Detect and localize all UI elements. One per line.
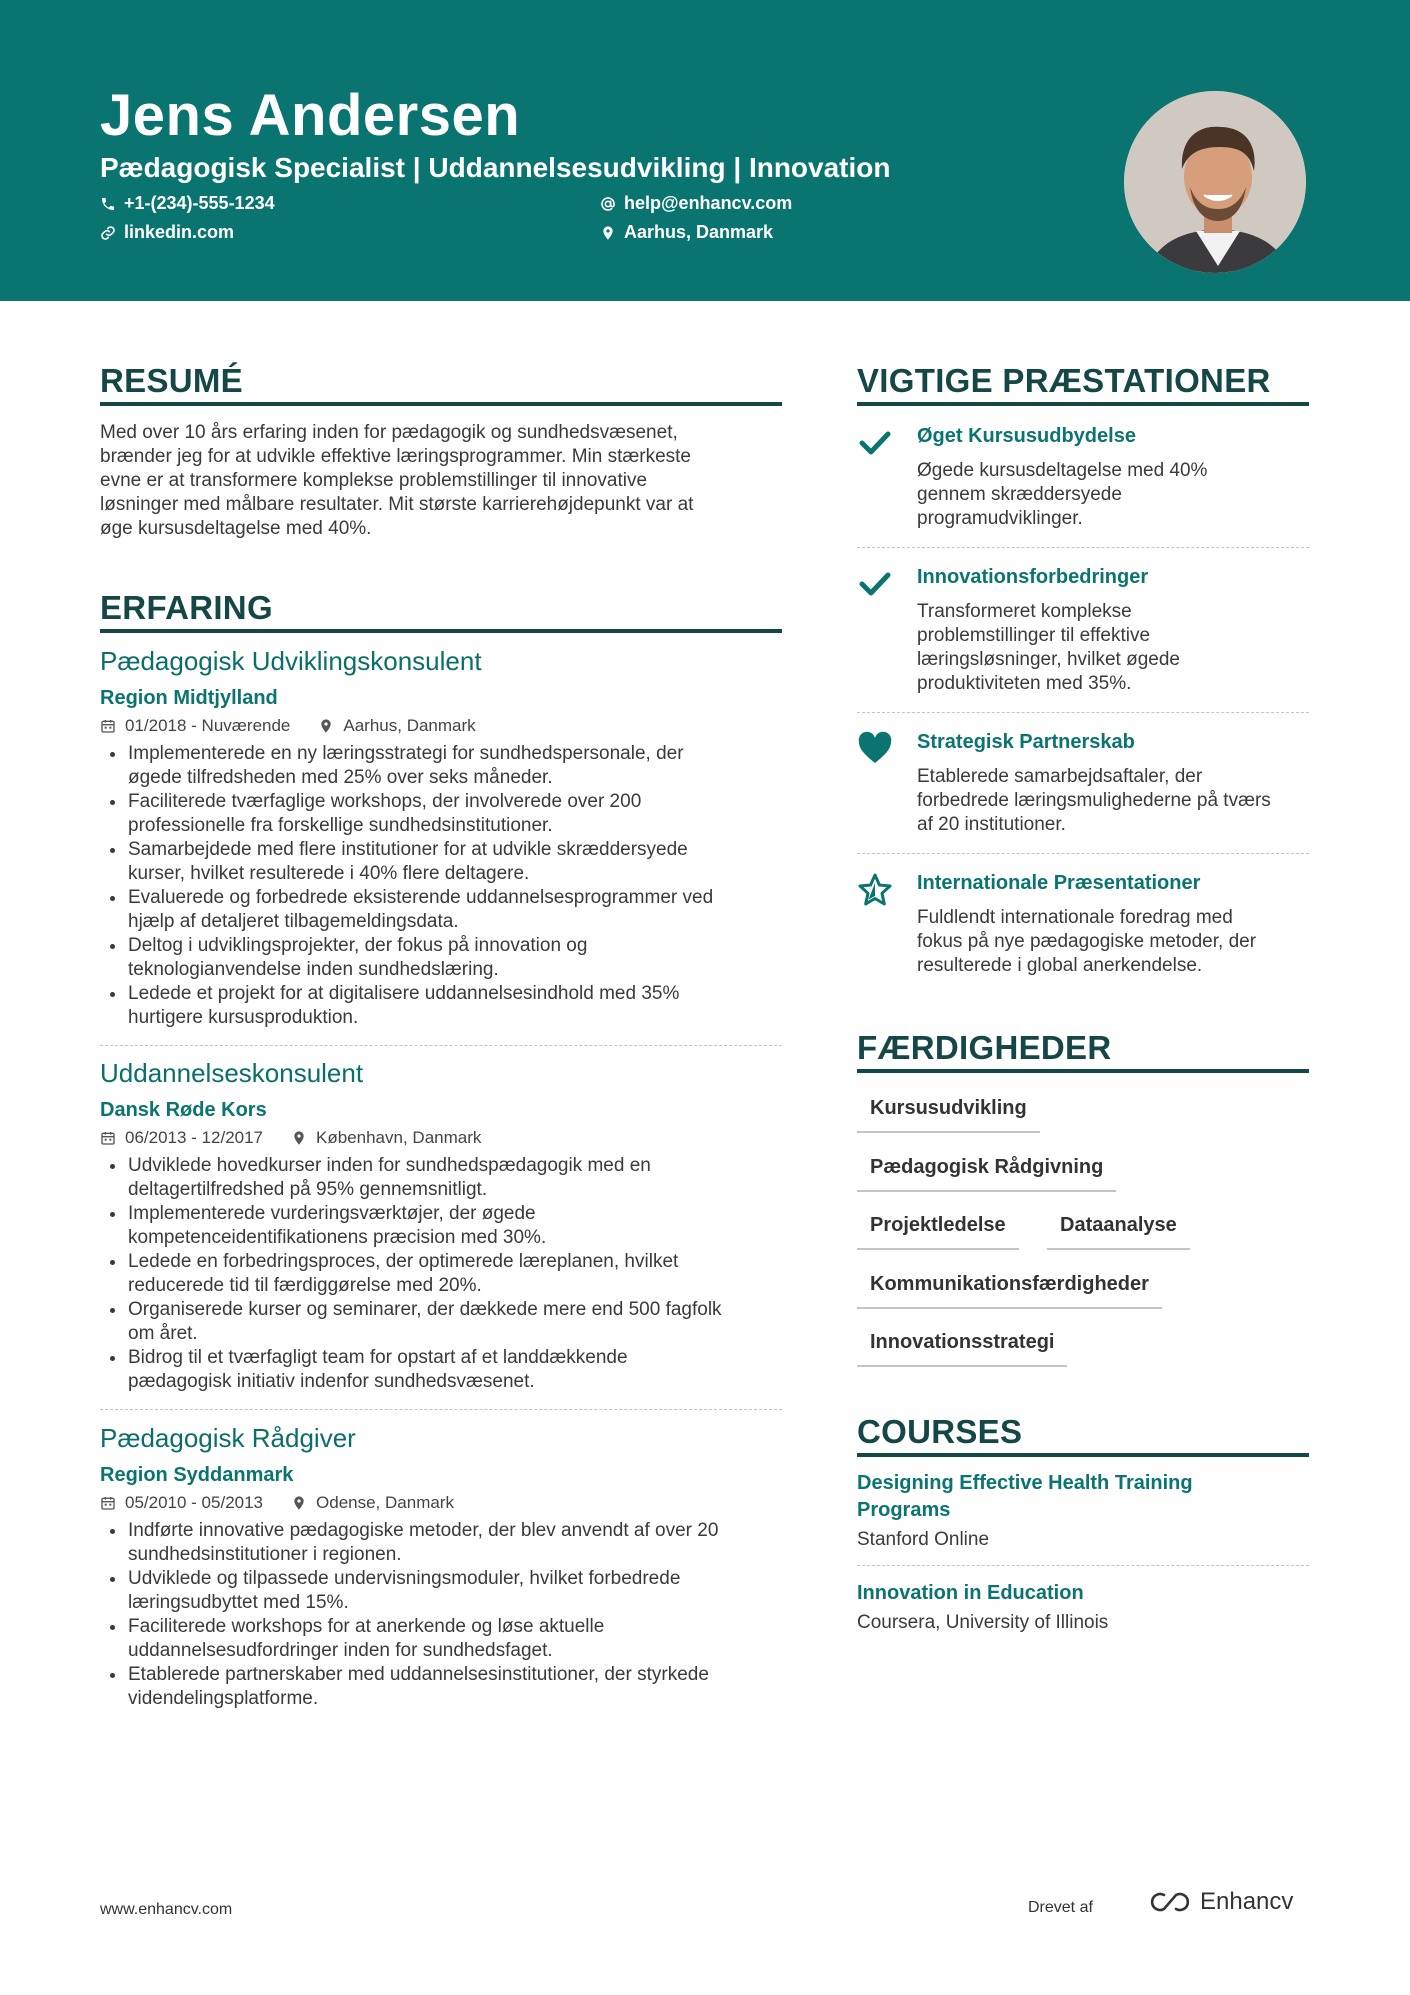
enhancv-logo-icon: [1146, 1889, 1194, 1915]
skills-heading: FÆRDIGHEDER: [857, 1029, 1112, 1066]
location-contact: [600, 222, 773, 243]
course-title: Designing Effective Health Training Programs: [857, 1472, 1193, 1521]
summary-heading: RESUMÉ: [100, 362, 243, 399]
job-bullet: Implementerede vurderingsværktøjer, der øgede kompetenceidentifikationens præcision med 30%.: [100, 1202, 782, 1250]
calendar-icon: [100, 1130, 116, 1146]
job-location: København, Danmark: [316, 1128, 482, 1147]
job-bullet: Organiserede kurser og seminarer, der dækkede mere end 500 fagfolk om året.: [100, 1298, 782, 1346]
job-entry: [100, 1423, 782, 1711]
footer-url[interactable]: www.enhancv.com: [100, 1901, 233, 1918]
location-pin-icon: [291, 1130, 307, 1146]
job-bullet: Bidrog til et tværfagligt team for opstart af et landdækkende pædagogisk initiativ indenfor sundhedsvæsenet.: [100, 1346, 782, 1394]
job-divider: [100, 1409, 782, 1410]
courses-heading: COURSES: [857, 1413, 1023, 1450]
experience-heading: ERFARING: [100, 589, 273, 626]
enhancv-logo-text: Enhancv: [1200, 1888, 1294, 1915]
powered-by-label: Drevet af: [1028, 1899, 1093, 1916]
course-title: Innovation in Education: [857, 1582, 1084, 1604]
job-dates: 06/2013 - 12/2017: [125, 1128, 264, 1147]
job-bullet: Ledede en forbedringsproces, der optimerede læreplanen, hvilket reducerede tid til færdiggørelse med 20%.: [100, 1250, 782, 1298]
calendar-icon: [100, 718, 116, 734]
linkedin-contact[interactable]: [100, 222, 234, 243]
achievement-desc: Etablerede samarbejdsaftaler, der forbedrede læringsmulighederne på tværs af 20 institutioner.: [917, 766, 1271, 835]
job-location: Aarhus, Danmark: [343, 716, 476, 735]
summary-line: brænder jeg for at udvikle effektive læringsprogrammer. Min stærkeste: [100, 446, 692, 467]
course-provider: Stanford Online: [857, 1529, 990, 1550]
calendar-icon: [100, 1495, 116, 1511]
skills-rule: [857, 1069, 1309, 1073]
job-bullet: Etablerede partnerskaber med uddannelsesinstitutioner, der styrkede videndelingsplatforme.: [100, 1663, 782, 1711]
phone-text: +1-(234)-555-1234: [124, 193, 275, 213]
email-text: help@enhancv.com: [624, 193, 793, 213]
job-title: Pædagogisk Udviklingskonsulent: [100, 646, 482, 676]
job-title: Pædagogisk Rådgiver: [100, 1423, 356, 1453]
skill-tag: Kommunikationsfærdigheder: [857, 1273, 1162, 1309]
location-pin-icon: [318, 718, 334, 734]
job-bullets: [100, 1154, 782, 1394]
summary-line: øge kursusdeltagelse med 40%.: [100, 518, 372, 539]
linkedin-text: linkedin.com: [124, 222, 235, 242]
enhancv-logo[interactable]: [1146, 1888, 1293, 1916]
courses-rule: [857, 1453, 1309, 1457]
header-banner: [0, 0, 1410, 301]
achievement-desc: Fuldlendt internationale foredrag med fokus på nye pædagogiske metoder, der resulterede i global anerkendelse.: [917, 907, 1257, 976]
achievement-item: [857, 425, 1309, 535]
summary-line: Med over 10 års erfaring inden for pædagogik og sundhedsvæsenet,: [100, 422, 678, 443]
course-provider: Coursera, University of Illinois: [857, 1612, 1109, 1633]
profile-photo: [1121, 88, 1309, 276]
achievement-title: Øget Kursusudbydelse: [917, 425, 1136, 447]
job-dates: 01/2018 - Nuværende: [125, 716, 291, 735]
skill-tag: Innovationsstrategi: [857, 1331, 1067, 1367]
job-company: Dansk Røde Kors: [100, 1099, 267, 1121]
achievement-divider: [857, 853, 1309, 854]
check-icon: [857, 566, 893, 602]
achievement-title: Strategisk Partnerskab: [917, 731, 1135, 753]
job-bullet: Faciliterede workshops for at anerkende og løse aktuelle uddannelsesudfordringer inden for sundhedsfaget.: [100, 1615, 782, 1663]
job-company: Region Midtjylland: [100, 687, 278, 709]
job-company: Region Syddanmark: [100, 1464, 294, 1486]
job-meta: [100, 1128, 782, 1148]
job-divider: [100, 1045, 782, 1046]
location-pin-icon: [291, 1495, 307, 1511]
phone-icon: [100, 196, 116, 212]
job-bullets: [100, 742, 782, 1030]
skill-tag: Kursusudvikling: [857, 1097, 1040, 1133]
course-divider: [857, 1565, 1309, 1566]
location-pin-icon: [600, 225, 616, 241]
achievement-desc: Øgede kursusdeltagelse med 40% gennem skræddersyede programudviklinger.: [917, 460, 1208, 529]
job-dates: 05/2010 - 05/2013: [125, 1493, 264, 1512]
job-bullet: Deltog i udviklingsprojekter, der fokus på innovation og teknologianvendelse inden sundhedslæring.: [100, 934, 782, 982]
job-bullet: Udviklede og tilpassede undervisningsmoduler, hvilket forbedrede læringsudbyttet med 15%.: [100, 1567, 782, 1615]
achievement-title: Internationale Præsentationer: [917, 872, 1201, 894]
job-bullet: Udviklede hovedkurser inden for sundhedspædagogik med en deltagertilfredshed på 95% gennemsnitligt.: [100, 1154, 782, 1202]
candidate-name: Jens Andersen: [100, 83, 521, 148]
summary-line: løsninger med målbare resultater. Mit største karrierehøjdepunkt var at: [100, 494, 694, 515]
summary-line: evne er at transformere komplekse problemstillinger til innovative: [100, 470, 648, 491]
job-title: Uddannelseskonsulent: [100, 1058, 364, 1088]
job-meta: [100, 716, 782, 736]
job-bullet: Indførte innovative pædagogiske metoder, der blev anvendt af over 20 sundhedsinstitutioner i regionen.: [100, 1519, 782, 1567]
achievement-item: [857, 731, 1309, 841]
job-location: Odense, Danmark: [316, 1493, 454, 1512]
link-icon: [100, 225, 116, 241]
check-icon: [857, 425, 893, 461]
location-text: Aarhus, Danmark: [624, 222, 774, 242]
skill-tag: Pædagogisk Rådgivning: [857, 1156, 1116, 1192]
job-bullet: Samarbejdede med flere institutioner for at udvikle skræddersyede kurser, hvilket resulterede i 40% flere deltagere.: [100, 838, 782, 886]
experience-rule: [100, 629, 782, 633]
job-entry: [100, 646, 782, 1030]
achievement-title: Innovationsforbedringer: [917, 566, 1149, 588]
summary-text: [100, 421, 782, 541]
achievement-item: [857, 872, 1309, 982]
achievement-divider: [857, 712, 1309, 713]
achievements-rule: [857, 402, 1309, 406]
email-contact[interactable]: [600, 193, 792, 214]
job-bullet: Ledede et projekt for at digitalisere uddannelsesindhold med 35% hurtigere kursusproduktion.: [100, 982, 782, 1030]
job-entry: [100, 1058, 782, 1394]
achievement-desc: Transformeret komplekse problemstillinger til effektive læringsløsninger, hvilket øgede produktiviteten med 35%.: [917, 601, 1180, 694]
job-bullet: Faciliterede tværfaglige workshops, der involverede over 200 professionelle fra forskellige sundhedsinstitutioner.: [100, 790, 782, 838]
phone-contact[interactable]: [100, 193, 275, 214]
star-icon: [857, 872, 893, 908]
job-bullet: Implementerede en ny læringsstrategi for sundhedspersonale, der øgede tilfredsheden med 25% over seks måneder.: [100, 742, 782, 790]
skill-tag: Projektledelse: [857, 1214, 1019, 1250]
headline: Pædagogisk Specialist | Uddannelsesudvikling | Innovation: [100, 152, 891, 183]
job-bullet: Evaluerede og forbedrede eksisterende uddannelsesprogrammer ved hjælp af detaljeret tilbagemeldingsdata.: [100, 886, 782, 934]
heart-icon: [857, 731, 893, 767]
achievements-heading: VIGTIGE PRÆSTATIONER: [857, 362, 1271, 399]
achievement-item: [857, 566, 1309, 700]
job-meta: [100, 1493, 782, 1513]
at-icon: [600, 196, 616, 212]
job-bullets: [100, 1519, 782, 1711]
skill-tag: Dataanalyse: [1047, 1214, 1190, 1250]
summary-rule: [100, 402, 782, 406]
achievement-divider: [857, 547, 1309, 548]
